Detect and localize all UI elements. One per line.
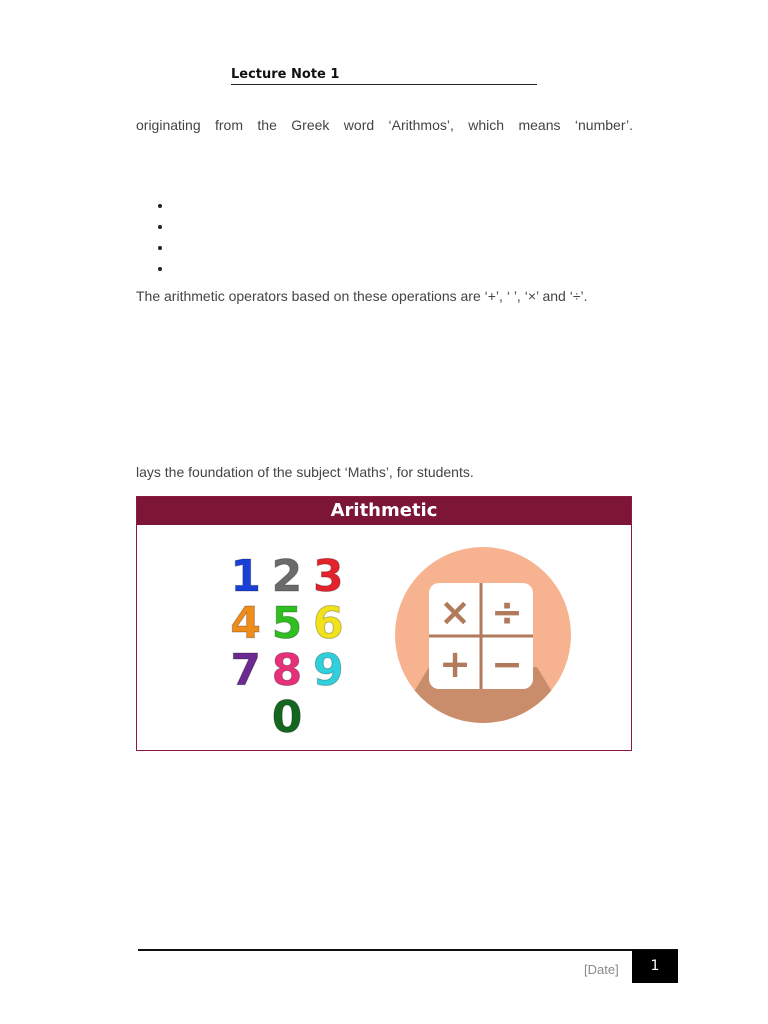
digit-3: 3 <box>313 551 344 602</box>
colored-digits-graphic <box>227 553 347 741</box>
digit-1: 1 <box>230 551 261 602</box>
footer-divider <box>138 949 678 951</box>
paragraph-foundation: lays the foundation of the subject ‘Maths’, for students. <box>136 464 474 480</box>
plus-icon: + <box>439 642 471 686</box>
divide-icon: ÷ <box>491 590 523 634</box>
digit-row <box>227 647 347 694</box>
page-number: 1 <box>632 950 678 983</box>
figure-title: Arithmetic <box>137 497 631 525</box>
digit-5: 5 <box>271 598 303 649</box>
arithmetic-figure <box>136 496 632 751</box>
digit-4: 4 <box>230 598 261 649</box>
page-title: Lecture Note 1 <box>231 66 537 85</box>
footer-date: [Date] <box>584 962 619 977</box>
minus-icon: − <box>491 642 523 686</box>
digit-row <box>227 553 347 600</box>
multiply-icon: × <box>439 590 471 634</box>
digit-0: 0 <box>271 692 303 743</box>
digit-row <box>227 694 347 741</box>
digit-9: 9 <box>313 645 344 696</box>
paragraph-operators: The arithmetic operators based on these operations are ‘+’, ‘ ’, ‘×’ and ‘÷’. <box>136 288 588 304</box>
calculator-operators-icon <box>395 547 571 723</box>
paragraph-origin: originating from the Greek word ‘Arithmos’, which means ‘number’. <box>136 117 633 133</box>
digit-2: 2 <box>271 551 303 602</box>
digit-row <box>227 600 347 647</box>
digit-6: 6 <box>313 598 344 649</box>
digit-8: 8 <box>271 645 303 696</box>
digit-7: 7 <box>230 645 261 696</box>
